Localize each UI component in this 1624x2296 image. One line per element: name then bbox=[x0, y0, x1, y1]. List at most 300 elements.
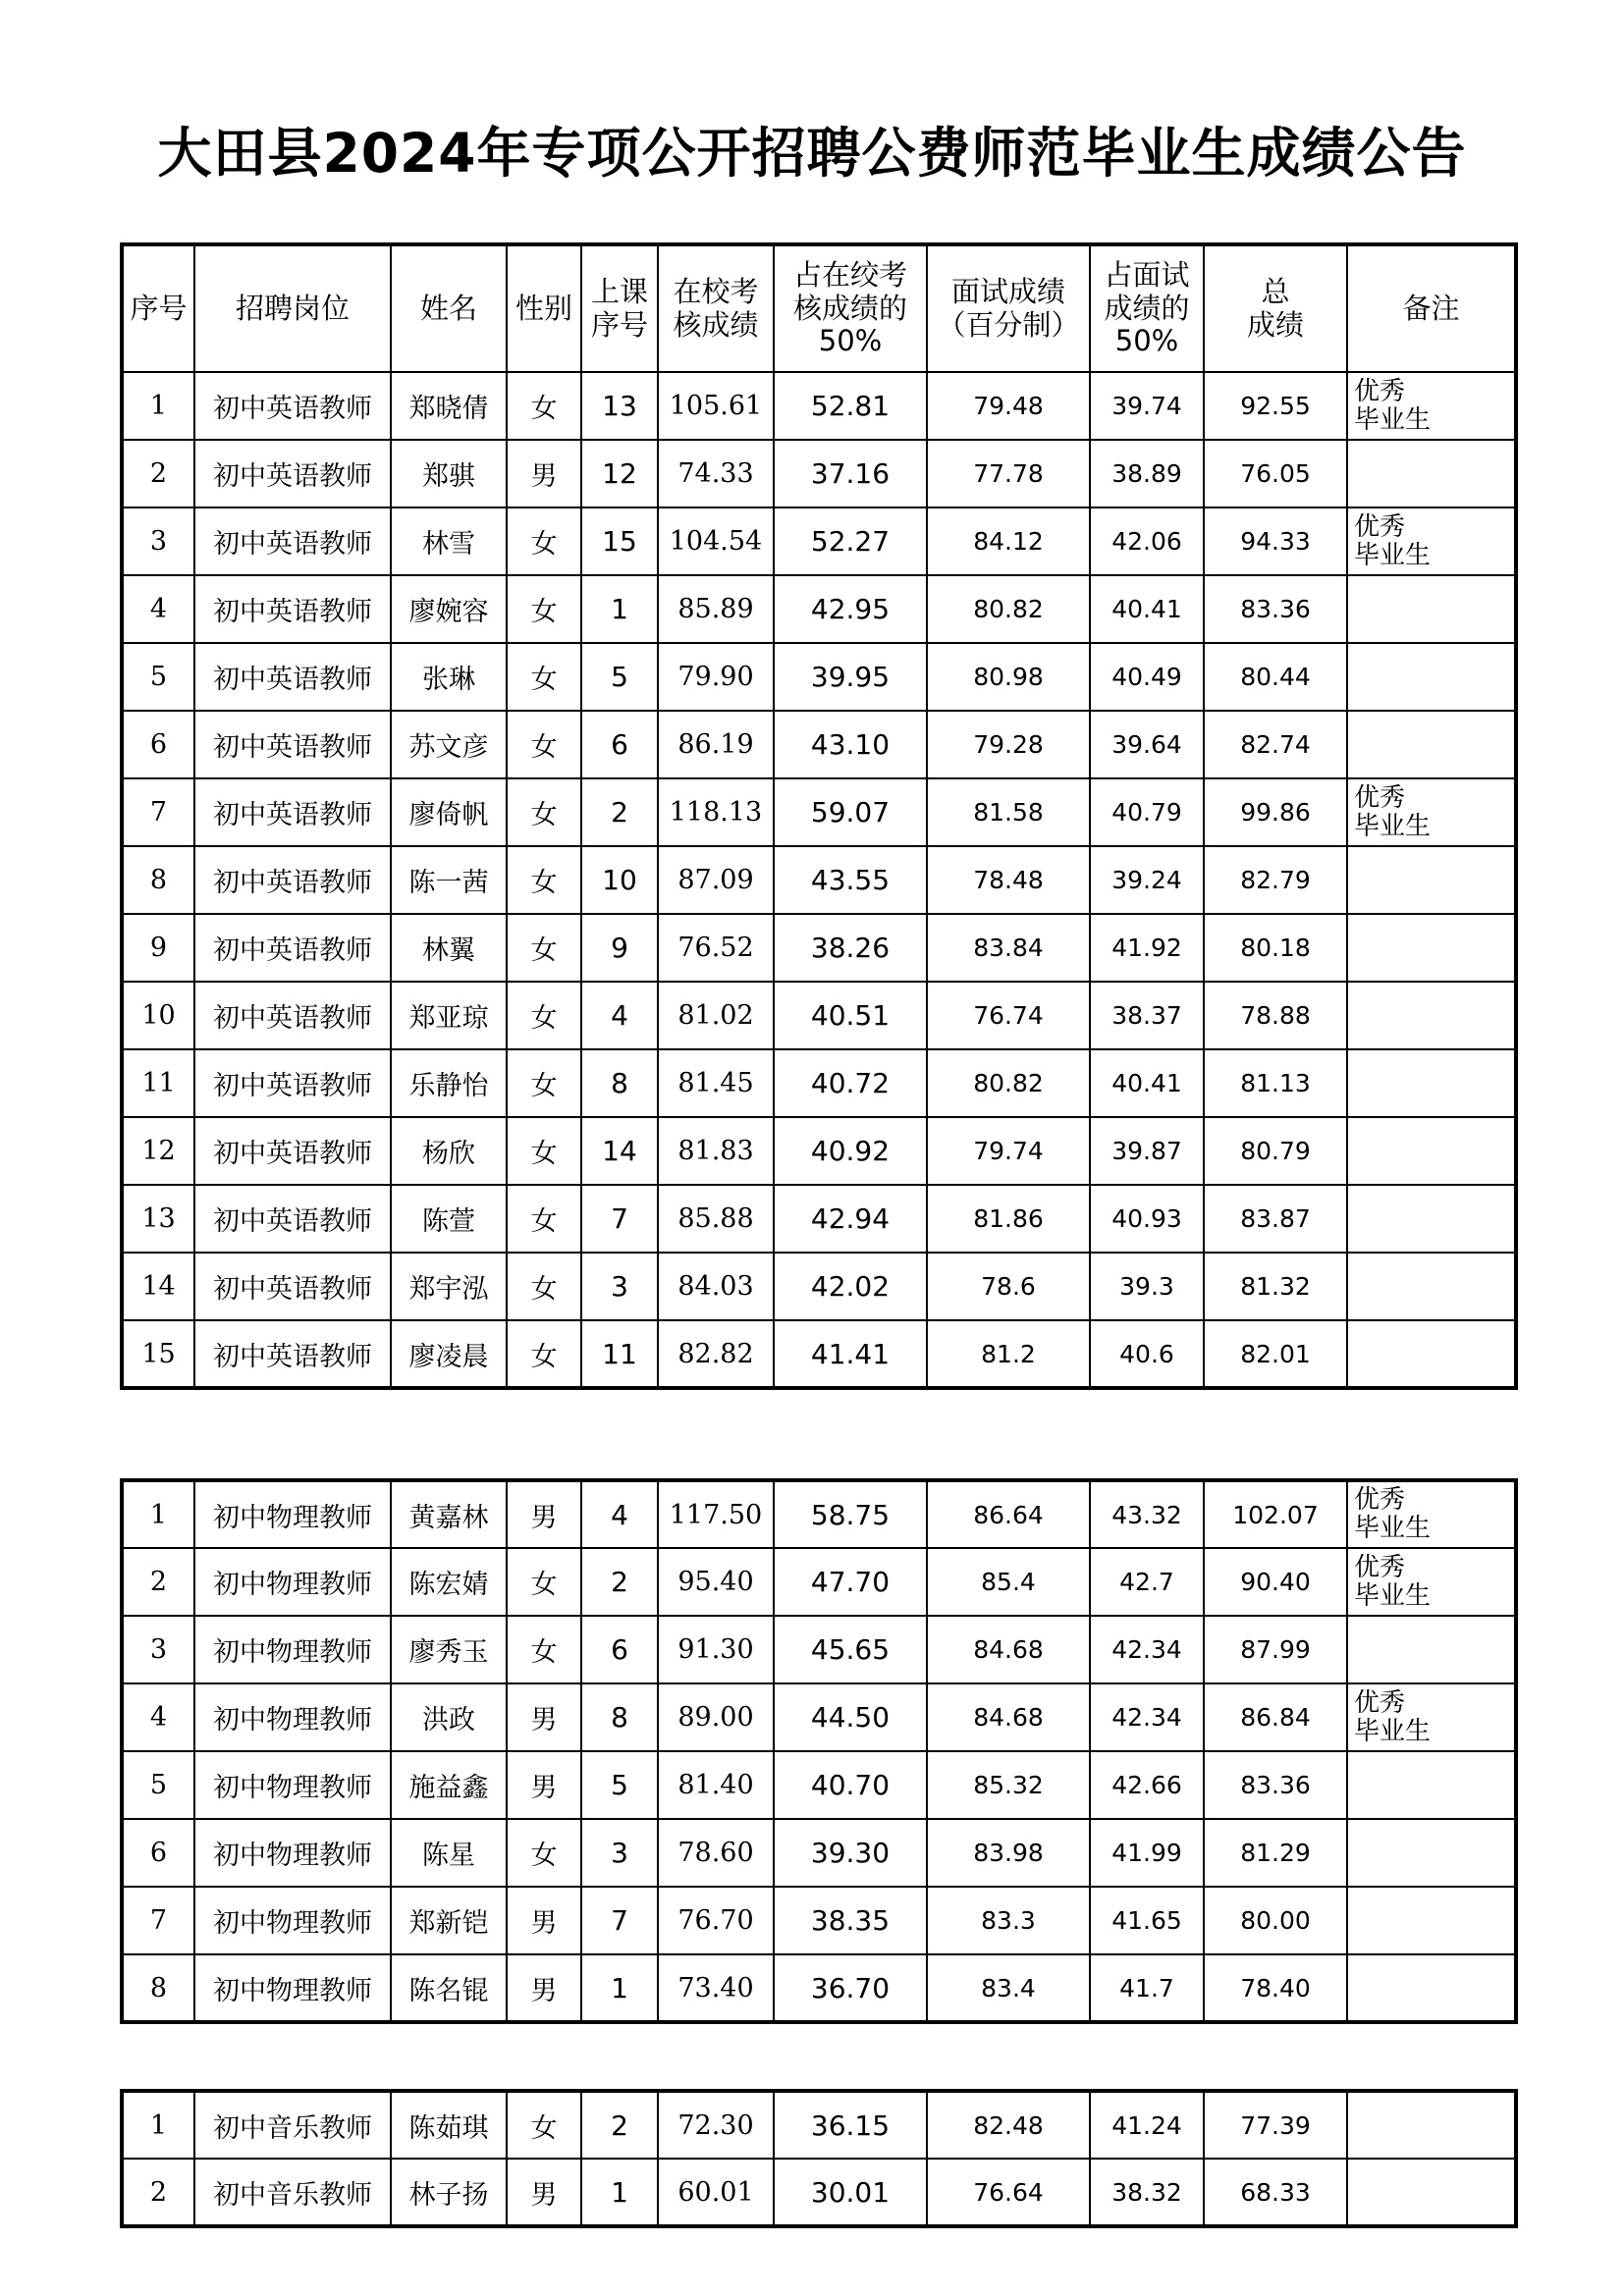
remark-cell bbox=[1347, 1185, 1516, 1253]
school-half-cell: 45.65 bbox=[774, 1616, 927, 1683]
table-row bbox=[122, 1185, 1516, 1253]
table-row bbox=[122, 1616, 1516, 1683]
name-cell: 廖倚帆 bbox=[391, 778, 507, 846]
name-cell: 廖秀玉 bbox=[391, 1616, 507, 1683]
school-score-cell: 105.61 bbox=[658, 372, 774, 440]
header-school-half-line3: 50% bbox=[818, 324, 883, 358]
table-row bbox=[122, 1954, 1516, 2022]
position-cell: 初中物理教师 bbox=[194, 1616, 391, 1683]
position-cell: 初中英语教师 bbox=[194, 643, 391, 711]
school-score-cell: 74.33 bbox=[658, 440, 774, 507]
gender-cell: 男 bbox=[507, 440, 581, 507]
interview-score-cell: 79.74 bbox=[927, 1117, 1090, 1185]
name-cell: 林雪 bbox=[391, 507, 507, 575]
total-score-cell: 80.79 bbox=[1204, 1117, 1347, 1185]
school-score-cell: 95.40 bbox=[658, 1548, 774, 1616]
lecture-order-cell: 2 bbox=[581, 2091, 658, 2159]
name-cell: 陈茹琪 bbox=[391, 2091, 507, 2159]
gender-cell: 女 bbox=[507, 778, 581, 846]
header-school-half-line1: 占在绞考 bbox=[792, 258, 907, 293]
school-half-cell: 42.02 bbox=[774, 1253, 927, 1320]
lecture-order-cell: 3 bbox=[581, 1253, 658, 1320]
school-half-cell: 44.50 bbox=[774, 1683, 927, 1751]
position-cell: 初中英语教师 bbox=[194, 1049, 391, 1117]
seq-cell: 1 bbox=[122, 1480, 194, 1548]
lecture-order-cell: 1 bbox=[581, 1954, 658, 2022]
remark-cell bbox=[1347, 1819, 1516, 1887]
name-cell: 陈萱 bbox=[391, 1185, 507, 1253]
lecture-order-cell: 3 bbox=[581, 1819, 658, 1887]
school-half-cell: 58.75 bbox=[774, 1480, 927, 1548]
school-half-cell: 40.72 bbox=[774, 1049, 927, 1117]
school-half-cell: 52.27 bbox=[774, 507, 927, 575]
school-half-cell: 47.70 bbox=[774, 1548, 927, 1616]
remark-text: 毕业生 bbox=[1354, 811, 1432, 841]
gender-cell: 男 bbox=[507, 2159, 581, 2226]
position-cell: 初中英语教师 bbox=[194, 575, 391, 643]
lecture-order-cell: 15 bbox=[581, 507, 658, 575]
remark-text: 毕业生 bbox=[1354, 540, 1432, 570]
position-cell: 初中物理教师 bbox=[194, 1548, 391, 1616]
total-score-cell: 90.40 bbox=[1204, 1548, 1347, 1616]
gender-cell: 女 bbox=[507, 1819, 581, 1887]
page-title: 大田县2024年专项公开招聘公费师范毕业生成绩公告 bbox=[157, 122, 1467, 185]
total-score-cell: 99.86 bbox=[1204, 778, 1347, 846]
school-half-cell: 39.95 bbox=[774, 643, 927, 711]
table-row bbox=[122, 1548, 1516, 1616]
gender-cell: 女 bbox=[507, 1049, 581, 1117]
school-score-cell: 104.54 bbox=[658, 507, 774, 575]
lecture-order-cell: 8 bbox=[581, 1049, 658, 1117]
remark-cell bbox=[1347, 507, 1516, 575]
table-header-row bbox=[122, 244, 1516, 372]
lecture-order-cell: 4 bbox=[581, 982, 658, 1049]
school-score-cell: 87.09 bbox=[658, 846, 774, 914]
seq-cell: 8 bbox=[122, 846, 194, 914]
position-cell: 初中英语教师 bbox=[194, 1117, 391, 1185]
interview-half-cell: 43.32 bbox=[1090, 1480, 1204, 1548]
interview-half-cell: 42.66 bbox=[1090, 1751, 1204, 1819]
interview-half-cell: 39.24 bbox=[1090, 846, 1204, 914]
remark-cell bbox=[1347, 1480, 1516, 1548]
seq-cell: 1 bbox=[122, 372, 194, 440]
table-row bbox=[122, 2091, 1516, 2159]
interview-half-cell: 41.24 bbox=[1090, 2091, 1204, 2159]
interview-score-cell: 81.58 bbox=[927, 778, 1090, 846]
gender-cell: 女 bbox=[507, 1616, 581, 1683]
remark-cell bbox=[1347, 1049, 1516, 1117]
header-position: 招聘岗位 bbox=[194, 244, 391, 372]
seq-cell: 15 bbox=[122, 1320, 194, 1388]
school-score-cell: 81.45 bbox=[658, 1049, 774, 1117]
interview-half-cell: 40.49 bbox=[1090, 643, 1204, 711]
position-cell: 初中物理教师 bbox=[194, 1954, 391, 2022]
position-cell: 初中音乐教师 bbox=[194, 2091, 391, 2159]
interview-score-cell: 84.12 bbox=[927, 507, 1090, 575]
table-row bbox=[122, 2159, 1516, 2226]
lecture-order-cell: 9 bbox=[581, 914, 658, 982]
lecture-order-cell: 7 bbox=[581, 1185, 658, 1253]
interview-score-cell: 78.6 bbox=[927, 1253, 1090, 1320]
total-score-cell: 76.05 bbox=[1204, 440, 1347, 507]
school-score-cell: 84.03 bbox=[658, 1253, 774, 1320]
header-gender: 性别 bbox=[507, 244, 581, 372]
gender-cell: 女 bbox=[507, 982, 581, 1049]
remark-text: 毕业生 bbox=[1354, 404, 1432, 435]
gender-cell: 女 bbox=[507, 711, 581, 778]
header-school-half bbox=[774, 244, 927, 372]
gender-cell: 女 bbox=[507, 1117, 581, 1185]
school-score-cell: 82.82 bbox=[658, 1320, 774, 1388]
seq-cell: 4 bbox=[122, 575, 194, 643]
gender-cell: 男 bbox=[507, 1954, 581, 2022]
total-score-cell: 80.00 bbox=[1204, 1887, 1347, 1954]
position-cell: 初中英语教师 bbox=[194, 846, 391, 914]
interview-half-cell: 40.79 bbox=[1090, 778, 1204, 846]
seq-cell: 11 bbox=[122, 1049, 194, 1117]
gender-cell: 男 bbox=[507, 1683, 581, 1751]
name-cell: 郑亚琼 bbox=[391, 982, 507, 1049]
gender-cell: 女 bbox=[507, 1548, 581, 1616]
interview-score-cell: 83.84 bbox=[927, 914, 1090, 982]
name-cell: 林子扬 bbox=[391, 2159, 507, 2226]
lecture-order-cell: 1 bbox=[581, 575, 658, 643]
remark-cell bbox=[1347, 711, 1516, 778]
total-score-cell: 92.55 bbox=[1204, 372, 1347, 440]
lecture-order-cell: 2 bbox=[581, 1548, 658, 1616]
lecture-order-cell: 11 bbox=[581, 1320, 658, 1388]
school-score-cell: 118.13 bbox=[658, 778, 774, 846]
total-score-cell: 94.33 bbox=[1204, 507, 1347, 575]
interview-half-cell: 40.93 bbox=[1090, 1185, 1204, 1253]
name-cell: 郑新铠 bbox=[391, 1887, 507, 1954]
table-row bbox=[122, 1819, 1516, 1887]
school-half-cell: 43.55 bbox=[774, 846, 927, 914]
gender-cell: 女 bbox=[507, 846, 581, 914]
position-cell: 初中英语教师 bbox=[194, 1320, 391, 1388]
gender-cell: 女 bbox=[507, 2091, 581, 2159]
total-score-cell: 80.18 bbox=[1204, 914, 1347, 982]
table-row bbox=[122, 1117, 1516, 1185]
seq-cell: 8 bbox=[122, 1954, 194, 2022]
school-score-cell: 86.19 bbox=[658, 711, 774, 778]
lecture-order-cell: 13 bbox=[581, 372, 658, 440]
interview-half-cell: 42.34 bbox=[1090, 1683, 1204, 1751]
total-score-cell: 86.84 bbox=[1204, 1683, 1347, 1751]
table-row bbox=[122, 982, 1516, 1049]
seq-cell: 10 bbox=[122, 982, 194, 1049]
table-row bbox=[122, 1683, 1516, 1751]
remark-cell bbox=[1347, 1548, 1516, 1616]
position-cell: 初中物理教师 bbox=[194, 1683, 391, 1751]
name-cell: 黄嘉林 bbox=[391, 1480, 507, 1548]
school-half-cell: 41.41 bbox=[774, 1320, 927, 1388]
name-cell: 郑晓倩 bbox=[391, 372, 507, 440]
remark-cell bbox=[1347, 1954, 1516, 2022]
interview-half-cell: 41.99 bbox=[1090, 1819, 1204, 1887]
interview-half-cell: 39.87 bbox=[1090, 1117, 1204, 1185]
gender-cell: 女 bbox=[507, 1253, 581, 1320]
position-cell: 初中英语教师 bbox=[194, 914, 391, 982]
school-half-cell: 37.16 bbox=[774, 440, 927, 507]
position-cell: 初中物理教师 bbox=[194, 1751, 391, 1819]
total-score-cell: 77.39 bbox=[1204, 2091, 1347, 2159]
interview-score-cell: 83.3 bbox=[927, 1887, 1090, 1954]
total-score-cell: 78.88 bbox=[1204, 982, 1347, 1049]
school-score-cell: 81.83 bbox=[658, 1117, 774, 1185]
interview-half-cell: 39.74 bbox=[1090, 372, 1204, 440]
school-half-cell: 38.35 bbox=[774, 1887, 927, 1954]
school-half-cell: 42.95 bbox=[774, 575, 927, 643]
position-cell: 初中英语教师 bbox=[194, 982, 391, 1049]
total-score-cell: 81.32 bbox=[1204, 1253, 1347, 1320]
interview-score-cell: 81.86 bbox=[927, 1185, 1090, 1253]
name-cell: 陈宏婧 bbox=[391, 1548, 507, 1616]
lecture-order-cell: 6 bbox=[581, 711, 658, 778]
position-cell: 初中英语教师 bbox=[194, 440, 391, 507]
gender-cell: 女 bbox=[507, 914, 581, 982]
remark-cell bbox=[1347, 1117, 1516, 1185]
gender-cell: 女 bbox=[507, 507, 581, 575]
interview-score-cell: 79.28 bbox=[927, 711, 1090, 778]
total-score-cell: 81.13 bbox=[1204, 1049, 1347, 1117]
remark-cell bbox=[1347, 1616, 1516, 1683]
seq-cell: 2 bbox=[122, 440, 194, 507]
interview-score-cell: 82.48 bbox=[927, 2091, 1090, 2159]
header-interview-half-line1: 占面试 bbox=[1104, 258, 1190, 293]
interview-half-cell: 40.41 bbox=[1090, 1049, 1204, 1117]
remark-cell bbox=[1347, 2159, 1516, 2226]
interview-score-cell: 83.4 bbox=[927, 1954, 1090, 2022]
remark-cell bbox=[1347, 982, 1516, 1049]
interview-half-cell: 38.37 bbox=[1090, 982, 1204, 1049]
name-cell: 廖凌晨 bbox=[391, 1320, 507, 1388]
gender-cell: 女 bbox=[507, 1185, 581, 1253]
position-cell: 初中英语教师 bbox=[194, 1253, 391, 1320]
table-row bbox=[122, 1253, 1516, 1320]
physics-teacher-table bbox=[120, 1478, 1518, 2024]
interview-score-cell: 84.68 bbox=[927, 1616, 1090, 1683]
total-score-cell: 68.33 bbox=[1204, 2159, 1347, 2226]
remark-text: 优秀 bbox=[1354, 376, 1406, 406]
interview-score-cell: 76.74 bbox=[927, 982, 1090, 1049]
school-half-cell: 39.30 bbox=[774, 1819, 927, 1887]
school-score-cell: 73.40 bbox=[658, 1954, 774, 2022]
table-row bbox=[122, 914, 1516, 982]
gender-cell: 女 bbox=[507, 1320, 581, 1388]
header-total-line1: 总 bbox=[1261, 275, 1290, 309]
name-cell: 洪政 bbox=[391, 1683, 507, 1751]
interview-half-cell: 42.34 bbox=[1090, 1616, 1204, 1683]
remark-text: 优秀 bbox=[1354, 1552, 1406, 1582]
name-cell: 廖婉容 bbox=[391, 575, 507, 643]
header-interview-half-line3: 50% bbox=[1114, 324, 1179, 358]
school-score-cell: 89.00 bbox=[658, 1683, 774, 1751]
school-score-cell: 60.01 bbox=[658, 2159, 774, 2226]
remark-text: 毕业生 bbox=[1354, 1514, 1432, 1543]
interview-score-cell: 79.48 bbox=[927, 372, 1090, 440]
school-score-cell: 76.70 bbox=[658, 1887, 774, 1954]
seq-cell: 5 bbox=[122, 1751, 194, 1819]
total-score-cell: 83.36 bbox=[1204, 1751, 1347, 1819]
total-score-cell: 87.99 bbox=[1204, 1616, 1347, 1683]
interview-score-cell: 83.98 bbox=[927, 1819, 1090, 1887]
position-cell: 初中物理教师 bbox=[194, 1480, 391, 1548]
table-row bbox=[122, 1480, 1516, 1548]
seq-cell: 7 bbox=[122, 778, 194, 846]
name-cell: 苏文彦 bbox=[391, 711, 507, 778]
school-score-cell: 91.30 bbox=[658, 1616, 774, 1683]
seq-cell: 12 bbox=[122, 1117, 194, 1185]
interview-score-cell: 85.4 bbox=[927, 1548, 1090, 1616]
total-score-cell: 83.87 bbox=[1204, 1185, 1347, 1253]
total-score-cell: 81.29 bbox=[1204, 1819, 1347, 1887]
interview-score-cell: 78.48 bbox=[927, 846, 1090, 914]
header-name: 姓名 bbox=[391, 244, 507, 372]
position-cell: 初中物理教师 bbox=[194, 1887, 391, 1954]
seq-cell: 9 bbox=[122, 914, 194, 982]
school-score-cell: 79.90 bbox=[658, 643, 774, 711]
header-interview-score bbox=[927, 244, 1090, 372]
header-lecture-line1: 上课 bbox=[590, 275, 648, 309]
total-score-cell: 102.07 bbox=[1204, 1480, 1347, 1548]
interview-score-cell: 85.32 bbox=[927, 1751, 1090, 1819]
school-score-cell: 81.02 bbox=[658, 982, 774, 1049]
lecture-order-cell: 2 bbox=[581, 778, 658, 846]
position-cell: 初中英语教师 bbox=[194, 778, 391, 846]
total-score-cell: 83.36 bbox=[1204, 575, 1347, 643]
gender-cell: 男 bbox=[507, 1751, 581, 1819]
lecture-order-cell: 6 bbox=[581, 1616, 658, 1683]
school-half-cell: 59.07 bbox=[774, 778, 927, 846]
table-row bbox=[122, 1049, 1516, 1117]
interview-half-cell: 42.06 bbox=[1090, 507, 1204, 575]
interview-score-cell: 81.2 bbox=[927, 1320, 1090, 1388]
lecture-order-cell: 8 bbox=[581, 1683, 658, 1751]
interview-half-cell: 39.3 bbox=[1090, 1253, 1204, 1320]
lecture-order-cell: 5 bbox=[581, 1751, 658, 1819]
interview-half-cell: 41.92 bbox=[1090, 914, 1204, 982]
header-interview-half bbox=[1090, 244, 1204, 372]
interview-half-cell: 41.7 bbox=[1090, 1954, 1204, 2022]
interview-half-cell: 40.41 bbox=[1090, 575, 1204, 643]
table-row bbox=[122, 440, 1516, 507]
lecture-order-cell: 1 bbox=[581, 2159, 658, 2226]
header-school-line1: 在校考 bbox=[673, 275, 759, 309]
header-interview-half-line2: 成绩的 bbox=[1104, 291, 1190, 325]
lecture-order-cell: 10 bbox=[581, 846, 658, 914]
school-score-cell: 85.88 bbox=[658, 1185, 774, 1253]
total-score-cell: 80.44 bbox=[1204, 643, 1347, 711]
interview-score-cell: 77.78 bbox=[927, 440, 1090, 507]
interview-score-cell: 76.64 bbox=[927, 2159, 1090, 2226]
position-cell: 初中英语教师 bbox=[194, 507, 391, 575]
name-cell: 施益鑫 bbox=[391, 1751, 507, 1819]
remark-cell bbox=[1347, 1887, 1516, 1954]
name-cell: 陈名锟 bbox=[391, 1954, 507, 2022]
seq-cell: 6 bbox=[122, 1819, 194, 1887]
remark-cell bbox=[1347, 846, 1516, 914]
gender-cell: 女 bbox=[507, 643, 581, 711]
school-half-cell: 40.70 bbox=[774, 1751, 927, 1819]
gender-cell: 男 bbox=[507, 1480, 581, 1548]
school-score-cell: 117.50 bbox=[658, 1480, 774, 1548]
header-school-half-line2: 核成绩的 bbox=[792, 291, 907, 325]
remark-text: 优秀 bbox=[1354, 782, 1406, 813]
table-row bbox=[122, 778, 1516, 846]
total-score-cell: 82.74 bbox=[1204, 711, 1347, 778]
interview-score-cell: 80.82 bbox=[927, 1049, 1090, 1117]
school-half-cell: 52.81 bbox=[774, 372, 927, 440]
lecture-order-cell: 12 bbox=[581, 440, 658, 507]
music-teacher-table bbox=[120, 2089, 1518, 2228]
position-cell: 初中英语教师 bbox=[194, 372, 391, 440]
lecture-order-cell: 4 bbox=[581, 1480, 658, 1548]
school-half-cell: 40.51 bbox=[774, 982, 927, 1049]
school-score-cell: 76.52 bbox=[658, 914, 774, 982]
position-cell: 初中英语教师 bbox=[194, 711, 391, 778]
remark-cell bbox=[1347, 2091, 1516, 2159]
interview-score-cell: 86.64 bbox=[927, 1480, 1090, 1548]
table-row bbox=[122, 507, 1516, 575]
table-row bbox=[122, 1751, 1516, 1819]
seq-cell: 7 bbox=[122, 1887, 194, 1954]
interview-half-cell: 38.89 bbox=[1090, 440, 1204, 507]
seq-cell: 5 bbox=[122, 643, 194, 711]
school-half-cell: 36.70 bbox=[774, 1954, 927, 2022]
school-score-cell: 85.89 bbox=[658, 575, 774, 643]
seq-cell: 2 bbox=[122, 2159, 194, 2226]
interview-half-cell: 42.7 bbox=[1090, 1548, 1204, 1616]
header-remark: 备注 bbox=[1347, 244, 1516, 372]
gender-cell: 男 bbox=[507, 1887, 581, 1954]
remark-cell bbox=[1347, 914, 1516, 982]
interview-score-cell: 80.82 bbox=[927, 575, 1090, 643]
name-cell: 陈一茜 bbox=[391, 846, 507, 914]
remark-cell bbox=[1347, 778, 1516, 846]
table-row bbox=[122, 575, 1516, 643]
name-cell: 杨欣 bbox=[391, 1117, 507, 1185]
total-score-cell: 82.01 bbox=[1204, 1320, 1347, 1388]
name-cell: 张琳 bbox=[391, 643, 507, 711]
remark-cell bbox=[1347, 440, 1516, 507]
name-cell: 林翼 bbox=[391, 914, 507, 982]
seq-cell: 6 bbox=[122, 711, 194, 778]
seq-cell: 1 bbox=[122, 2091, 194, 2159]
remark-cell bbox=[1347, 575, 1516, 643]
remark-text: 优秀 bbox=[1354, 1687, 1406, 1718]
school-half-cell: 30.01 bbox=[774, 2159, 927, 2226]
table-row bbox=[122, 711, 1516, 778]
school-score-cell: 78.60 bbox=[658, 1819, 774, 1887]
interview-score-cell: 84.68 bbox=[927, 1683, 1090, 1751]
seq-cell: 3 bbox=[122, 1616, 194, 1683]
remark-cell bbox=[1347, 1253, 1516, 1320]
position-cell: 初中音乐教师 bbox=[194, 2159, 391, 2226]
seq-cell: 13 bbox=[122, 1185, 194, 1253]
school-half-cell: 36.15 bbox=[774, 2091, 927, 2159]
header-lecture-line2: 序号 bbox=[590, 307, 648, 342]
position-cell: 初中英语教师 bbox=[194, 1185, 391, 1253]
interview-half-cell: 38.32 bbox=[1090, 2159, 1204, 2226]
lecture-order-cell: 7 bbox=[581, 1887, 658, 1954]
name-cell: 郑骐 bbox=[391, 440, 507, 507]
remark-text: 毕业生 bbox=[1354, 1716, 1432, 1746]
school-half-cell: 42.94 bbox=[774, 1185, 927, 1253]
remark-cell bbox=[1347, 1751, 1516, 1819]
seq-cell: 3 bbox=[122, 507, 194, 575]
lecture-order-cell: 14 bbox=[581, 1117, 658, 1185]
